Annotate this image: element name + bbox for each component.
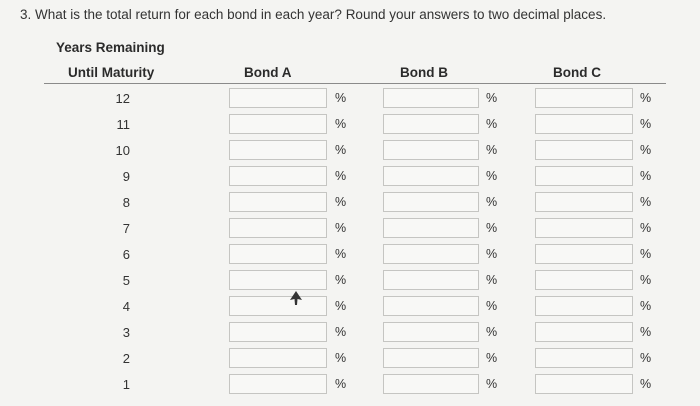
percent-unit-label: % bbox=[486, 221, 498, 235]
bond-c-return-input[interactable] bbox=[535, 270, 633, 290]
bond-b-cell bbox=[383, 374, 502, 394]
bond-c-cell bbox=[535, 348, 656, 368]
header-divider bbox=[44, 83, 666, 84]
years-remaining-cell: 1 bbox=[122, 377, 130, 392]
bond-c-cell bbox=[535, 140, 656, 160]
percent-unit-label: % bbox=[335, 299, 347, 313]
bond-c-return-input[interactable] bbox=[535, 114, 633, 134]
bond-b-return-input[interactable] bbox=[383, 244, 479, 264]
bond-b-return-input[interactable] bbox=[383, 88, 479, 108]
bond-a-return-input[interactable] bbox=[229, 192, 327, 212]
bond-a-return-input[interactable] bbox=[229, 374, 327, 394]
bond-c-return-input[interactable] bbox=[535, 374, 633, 394]
bond-b-cell bbox=[383, 140, 502, 160]
bond-a-cell bbox=[229, 374, 351, 394]
years-remaining-cell: 2 bbox=[122, 351, 130, 366]
bond-c-cell bbox=[535, 218, 656, 238]
bond-b-cell bbox=[383, 88, 502, 108]
bond-b-cell bbox=[383, 348, 502, 368]
table-row bbox=[0, 216, 700, 242]
bond-a-return-input[interactable] bbox=[229, 114, 327, 134]
percent-unit-label: % bbox=[640, 273, 652, 287]
percent-unit-label: % bbox=[640, 143, 652, 157]
bond-b-return-input[interactable] bbox=[383, 270, 479, 290]
bond-c-cell bbox=[535, 192, 656, 212]
bond-b-return-input[interactable] bbox=[383, 140, 479, 160]
table-row bbox=[0, 372, 700, 398]
years-remaining-cell: 6 bbox=[122, 247, 130, 262]
percent-unit-label: % bbox=[486, 91, 498, 105]
bond-a-cell bbox=[229, 114, 351, 134]
bond-b-return-input[interactable] bbox=[383, 166, 479, 186]
mouse-pointer-icon bbox=[290, 291, 302, 305]
bond-c-cell bbox=[535, 322, 656, 342]
years-remaining-cell: 12 bbox=[115, 91, 130, 106]
percent-unit-label: % bbox=[486, 143, 498, 157]
percent-unit-label: % bbox=[486, 195, 498, 209]
bond-c-cell bbox=[535, 374, 656, 394]
years-remaining-cell: 10 bbox=[115, 143, 130, 158]
bond-b-return-input[interactable] bbox=[383, 218, 479, 238]
bond-b-return-input[interactable] bbox=[383, 296, 479, 316]
table-row bbox=[0, 190, 700, 216]
bond-c-return-input[interactable] bbox=[535, 192, 633, 212]
bond-c-return-input[interactable] bbox=[535, 166, 633, 186]
percent-unit-label: % bbox=[640, 299, 652, 313]
header-bond-c: Bond C bbox=[553, 65, 601, 80]
table-row bbox=[0, 86, 700, 112]
years-remaining-cell: 9 bbox=[122, 169, 130, 184]
percent-unit-label: % bbox=[640, 117, 652, 131]
bond-b-cell bbox=[383, 296, 502, 316]
table-row bbox=[0, 268, 700, 294]
header-bond-b: Bond B bbox=[400, 65, 448, 80]
years-remaining-cell: 5 bbox=[122, 273, 130, 288]
percent-unit-label: % bbox=[486, 325, 498, 339]
percent-unit-label: % bbox=[486, 247, 498, 261]
percent-unit-label: % bbox=[486, 377, 498, 391]
bond-b-cell bbox=[383, 166, 502, 186]
bond-a-cell bbox=[229, 140, 351, 160]
bond-a-return-input[interactable] bbox=[229, 88, 327, 108]
bond-b-cell bbox=[383, 244, 502, 264]
table-row bbox=[0, 138, 700, 164]
percent-unit-label: % bbox=[640, 247, 652, 261]
percent-unit-label: % bbox=[335, 117, 347, 131]
percent-unit-label: % bbox=[640, 221, 652, 235]
bond-c-cell bbox=[535, 270, 656, 290]
bond-a-cell bbox=[229, 166, 351, 186]
bond-a-cell bbox=[229, 348, 351, 368]
bond-c-return-input[interactable] bbox=[535, 322, 633, 342]
bond-c-return-input[interactable] bbox=[535, 348, 633, 368]
table-row bbox=[0, 164, 700, 190]
bond-a-cell bbox=[229, 88, 351, 108]
percent-unit-label: % bbox=[640, 351, 652, 365]
years-remaining-cell: 11 bbox=[116, 117, 130, 132]
percent-unit-label: % bbox=[640, 195, 652, 209]
bond-b-cell bbox=[383, 192, 502, 212]
bond-a-return-input[interactable] bbox=[229, 270, 327, 290]
percent-unit-label: % bbox=[486, 351, 498, 365]
bond-c-return-input[interactable] bbox=[535, 244, 633, 264]
header-bond-a: Bond A bbox=[244, 65, 292, 80]
bond-c-cell bbox=[535, 166, 656, 186]
bond-b-cell bbox=[383, 218, 502, 238]
percent-unit-label: % bbox=[486, 299, 498, 313]
years-remaining-cell: 3 bbox=[122, 325, 130, 340]
bond-c-return-input[interactable] bbox=[535, 140, 633, 160]
bond-b-return-input[interactable] bbox=[383, 114, 479, 134]
bond-c-return-input[interactable] bbox=[535, 88, 633, 108]
percent-unit-label: % bbox=[335, 377, 347, 391]
table-header bbox=[0, 38, 700, 86]
percent-unit-label: % bbox=[486, 169, 498, 183]
bond-b-cell bbox=[383, 322, 502, 342]
bond-c-cell bbox=[535, 88, 656, 108]
bond-b-return-input[interactable] bbox=[383, 348, 479, 368]
table-row bbox=[0, 346, 700, 372]
bond-a-return-input[interactable] bbox=[229, 244, 327, 264]
years-remaining-cell: 4 bbox=[122, 299, 130, 314]
bond-a-cell bbox=[229, 218, 351, 238]
bond-c-return-input[interactable] bbox=[535, 296, 633, 316]
header-years-remaining: Years Remaining bbox=[56, 40, 165, 55]
bond-b-return-input[interactable] bbox=[383, 192, 479, 212]
percent-unit-label: % bbox=[486, 273, 498, 287]
percent-unit-label: % bbox=[640, 377, 652, 391]
percent-unit-label: % bbox=[335, 221, 347, 235]
bond-a-return-input[interactable] bbox=[229, 296, 327, 316]
table-row bbox=[0, 242, 700, 268]
percent-unit-label: % bbox=[640, 325, 652, 339]
table-row bbox=[0, 320, 700, 346]
bond-a-return-input[interactable] bbox=[229, 140, 327, 160]
percent-unit-label: % bbox=[335, 169, 347, 183]
percent-unit-label: % bbox=[335, 351, 347, 365]
percent-unit-label: % bbox=[640, 91, 652, 105]
percent-unit-label: % bbox=[335, 143, 347, 157]
bond-b-return-input[interactable] bbox=[383, 322, 479, 342]
bond-b-cell bbox=[383, 114, 502, 134]
percent-unit-label: % bbox=[486, 117, 498, 131]
bond-a-cell bbox=[229, 322, 351, 342]
bond-c-cell bbox=[535, 244, 656, 264]
years-remaining-cell: 7 bbox=[122, 221, 130, 236]
percent-unit-label: % bbox=[335, 195, 347, 209]
table-row bbox=[0, 112, 700, 138]
answer-table bbox=[0, 86, 700, 398]
question-text: 3. What is the total return for each bond in each year? Round your answers to two decimal places. bbox=[20, 7, 607, 22]
bond-a-cell bbox=[229, 244, 351, 264]
bond-b-return-input[interactable] bbox=[383, 374, 479, 394]
bond-a-return-input[interactable] bbox=[229, 322, 327, 342]
percent-unit-label: % bbox=[335, 325, 347, 339]
percent-unit-label: % bbox=[335, 247, 347, 261]
years-remaining-cell: 8 bbox=[122, 195, 130, 210]
bond-c-cell bbox=[535, 296, 656, 316]
table-row bbox=[0, 294, 700, 320]
header-until-maturity: Until Maturity bbox=[68, 65, 155, 80]
bond-b-cell bbox=[383, 270, 502, 290]
bond-a-return-input[interactable] bbox=[229, 348, 327, 368]
bond-a-return-input[interactable] bbox=[229, 218, 327, 238]
bond-a-cell bbox=[229, 270, 351, 290]
bond-c-return-input[interactable] bbox=[535, 218, 633, 238]
percent-unit-label: % bbox=[335, 91, 347, 105]
bond-a-cell bbox=[229, 192, 351, 212]
percent-unit-label: % bbox=[335, 273, 347, 287]
percent-unit-label: % bbox=[640, 169, 652, 183]
bond-c-cell bbox=[535, 114, 656, 134]
bond-a-return-input[interactable] bbox=[229, 166, 327, 186]
